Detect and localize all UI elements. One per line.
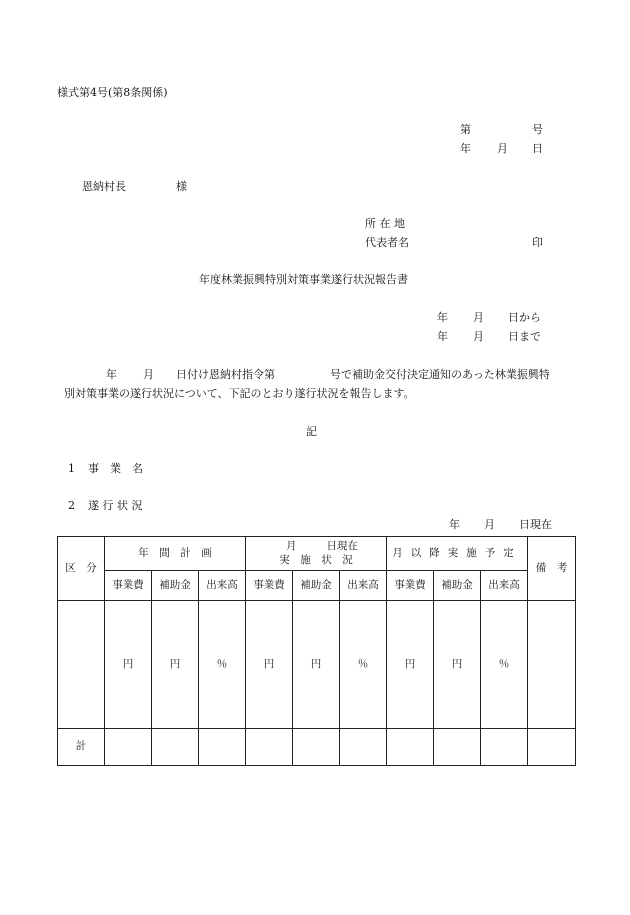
total-cell: [293, 729, 340, 766]
period-to-month: 月: [473, 330, 484, 343]
representative-label: 代表者名: [365, 236, 409, 249]
sub-header-subsidy: 補助金: [434, 571, 481, 601]
total-cell: [340, 729, 387, 766]
doc-number-dai: 第: [460, 123, 471, 136]
item-2-number: 2: [68, 499, 75, 512]
remarks-header: 備 考: [528, 537, 576, 601]
as-of-day: 日現在: [519, 518, 552, 531]
body-year: 年: [106, 368, 117, 381]
address-label: 所 在 地: [365, 217, 405, 230]
body-day-text: 日付け恩納村指令第: [176, 368, 275, 381]
total-cell: [434, 729, 481, 766]
as-of-month: 月: [484, 518, 495, 531]
addressee-honorific: 様: [176, 180, 187, 193]
total-cell: [528, 729, 576, 766]
sub-header-progress: 出来高: [199, 571, 246, 601]
unit-yen: 円: [152, 601, 199, 729]
form-number: 様式第4号(第8条関係): [57, 86, 168, 99]
total-row: [58, 729, 576, 766]
as-of-year: 年: [449, 518, 460, 531]
period-from-month: 月: [473, 311, 484, 324]
period-to-day: 日まで: [508, 330, 541, 343]
item-1-number: 1: [68, 462, 75, 475]
implementation-label: 実 施 状 況: [279, 553, 353, 566]
total-cell: [387, 729, 434, 766]
body-line2: 別対策事業の遂行状況について、下記のとおり遂行状況を報告します。: [64, 387, 415, 400]
sub-header-cost: 事業費: [387, 571, 434, 601]
document-title: 年度林業振興特別対策事業遂行状況報告書: [199, 273, 408, 286]
unit-percent: ％: [340, 601, 387, 729]
unit-yen: 円: [246, 601, 293, 729]
total-cell: [199, 729, 246, 766]
period-from-year: 年: [437, 311, 448, 324]
sub-header-cost: 事業費: [246, 571, 293, 601]
total-cell: [246, 729, 293, 766]
body-kubun-cell: [58, 601, 105, 729]
body-line1-rest: 号で補助金交付決定通知のあった林業振興特: [330, 368, 550, 381]
period-from-day: 日から: [508, 311, 541, 324]
sub-header-subsidy: 補助金: [152, 571, 199, 601]
unit-yen: 円: [387, 601, 434, 729]
status-table: [57, 536, 576, 766]
body-month: 月: [143, 368, 154, 381]
unit-yen: 円: [434, 601, 481, 729]
doc-number-go: 号: [532, 123, 543, 136]
annual-plan-header: 年 間 計 画: [105, 537, 246, 571]
addressee-name: 恩納村長: [82, 180, 126, 193]
sub-header-row: [58, 571, 576, 601]
table-row: [58, 601, 576, 729]
sub-header-subsidy: 補助金: [293, 571, 340, 601]
item-2-label: 遂 行 状 況: [88, 499, 143, 512]
sub-header-progress: 出来高: [340, 571, 387, 601]
impl-day: 日現在: [326, 540, 359, 553]
sub-header-cost: 事業費: [105, 571, 152, 601]
implementation-date-line: [246, 540, 386, 553]
unit-yen: 円: [105, 601, 152, 729]
total-label: 計: [58, 729, 105, 766]
period-to-year: 年: [437, 330, 448, 343]
doc-date-month: 月: [497, 142, 508, 155]
doc-date-year: 年: [460, 142, 471, 155]
doc-date-day: 日: [532, 142, 543, 155]
impl-month: 月: [286, 540, 297, 553]
implementation-header: [246, 537, 387, 571]
seal-mark: 印: [532, 236, 543, 249]
sub-header-progress: 出来高: [481, 571, 528, 601]
future-plan-header: 月以降実施予定: [387, 537, 528, 571]
total-cell: [152, 729, 199, 766]
table-header-row: [58, 537, 576, 571]
unit-percent: ％: [199, 601, 246, 729]
body-remarks-cell: [528, 601, 576, 729]
kubun-header: 区 分: [58, 537, 105, 601]
unit-yen: 円: [293, 601, 340, 729]
item-1-label: 事 業 名: [88, 462, 143, 475]
total-cell: [105, 729, 152, 766]
total-cell: [481, 729, 528, 766]
ki-marker: 記: [306, 425, 317, 438]
unit-percent: ％: [481, 601, 528, 729]
